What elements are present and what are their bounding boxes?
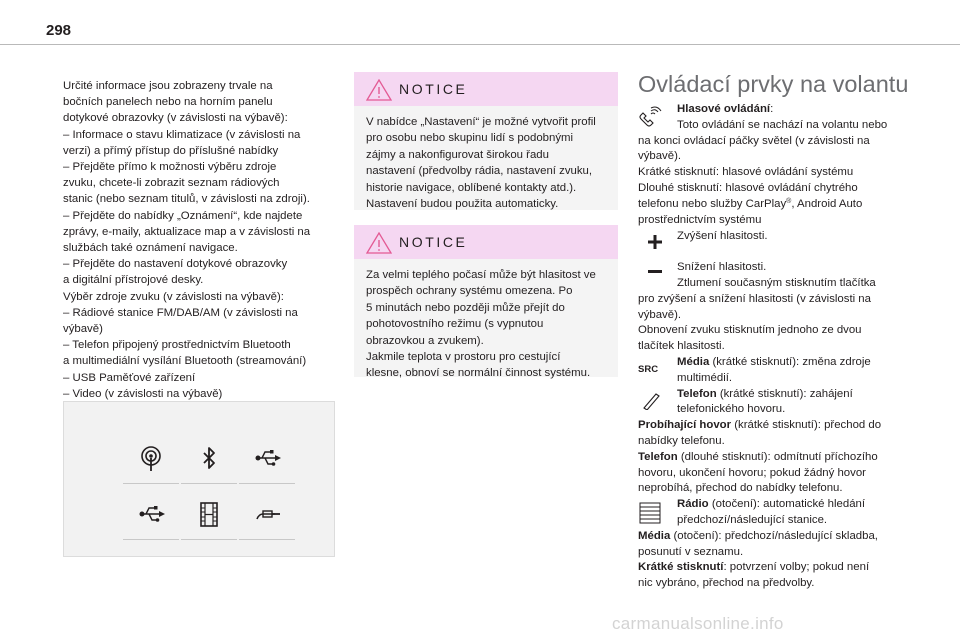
volume-up-text: Zvýšení hlasitosti. — [677, 230, 768, 243]
volume-down-text: Snížení hlasitosti. — [677, 261, 767, 274]
text-line: zprávy, e-maily, aktualizace map a v závislosti na — [63, 225, 311, 238]
text-line: a multimediální vysílání Bluetooth (streamování) — [63, 355, 307, 368]
text-line: – Přejděte do nabídky „Oznámení“, kde najdete — [63, 209, 303, 222]
text-line: – Video (v závislosti na výbavě) — [63, 387, 223, 400]
text-line: a digitální přístrojové desky. — [63, 274, 204, 287]
notice-box-profiles — [354, 72, 618, 210]
text-line: Výběr zdroje zvuku (v závislosti na výbavě): — [63, 290, 284, 303]
aux-cable-icon — [239, 494, 295, 540]
voice-label: Hlasové ovládání — [677, 103, 771, 115]
notice-text — [354, 259, 618, 388]
text-line: V nabídce „Nastavení“ je možné vytvořit profil — [366, 116, 596, 128]
text-line: – Rádiové stanice FM/DAB/AM (v závislosti na — [63, 306, 298, 319]
text-line: Jakmile teplota v prostoru pro cestující — [366, 351, 561, 364]
bluetooth-icon — [181, 438, 237, 484]
text-line: stanic (nebo seznam titulů, v závislosti na zdroji). — [63, 193, 310, 206]
text-line: obrazovkou a zvukem). — [366, 334, 484, 347]
text-line: nastavení (předvolby rádia, nastavení zvuku, — [366, 165, 593, 178]
column-steering-controls: Hlasové ovládání: Toto ovládání se nachází na volantu nebo na konci ovládací páčky světel (v závislosti na výbavě). Krátké stisknutí: hlasové ovládání systému Dlouhé stisknutí: hlasové ovládání chytrého telefonu nebo služby CarPlay®, Android Auto prostřednictvím systému Zvýšení hlasitosti. Snížení hlasitosti. Ztlumení současným stisknutím tlačítka pro zvýšení a snížení hlasitosti (v závislosti na výbavě). Obnovení zvuku stisknutím jednoho ze dvou tlačítek hlasitosti. SRC Média (krátké stisknutí): změna zdroje multimédií. Telefon (krátké stisknutí): zahájení telefonického hovoru. Probíhající hovor (krátké stisknutí): přechod do nabídky telefonu. Telefon (dlouhé stisknutí): odmítnutí příchozího hovoru, ukončení hovoru; pokud žádný hovor neprobíhá, přechod do nabídky telefonu. Rádio (otočení): automatické hledání předchozí/následující stanice. Média (otočení): předchozí/následující skladba, posunutí v seznamu. Krátké stisknutí: potvrzení volby; pokud není nic vybráno, přechod na předvolby. — [638, 103, 888, 590]
text-line: pohotovostního režimu (s vypnutou — [366, 318, 544, 331]
text-line: klesne, obnoví se normální činnost systému. — [366, 367, 591, 380]
warning-icon — [366, 232, 392, 254]
notice-header — [354, 225, 618, 259]
text-line: Za velmi teplého počasí může být hlasitost ve — [366, 269, 596, 281]
text-line: historie navigace, oblíbené kontakty atd.). — [366, 181, 577, 194]
text-line: – Přejděte přímo k možnosti výběru zdroje — [63, 161, 277, 174]
top-divider — [0, 44, 960, 45]
text-line: – USB Paměťové zařízení — [63, 371, 196, 384]
usb-icon — [239, 438, 295, 484]
page-number: 298 — [46, 22, 72, 39]
minus-icon — [648, 270, 662, 274]
text-line: – Informace o stavu klimatizace (v závislosti na — [63, 128, 301, 141]
warning-icon — [366, 79, 392, 101]
video-icon — [181, 494, 237, 540]
text-line: výbavě) — [63, 323, 103, 336]
text-line: Nastavení budou použita automaticky. — [366, 198, 559, 211]
audio-source-icons-panel — [63, 401, 335, 557]
text-line: verzi) a přímý přístup do příslušné nabídky — [63, 144, 279, 157]
watermark: carmanualsonline.info — [612, 614, 784, 633]
notice-header — [354, 72, 618, 106]
src-button-label: SRC — [638, 363, 659, 375]
notice-text — [354, 106, 618, 218]
notice-box-temperature — [354, 225, 618, 380]
text-line: – Telefon připojený prostřednictvím Bluetooth — [63, 339, 291, 352]
text-line: pro osobu nebo skupinu lidí s podobnými — [366, 132, 574, 145]
text-line: prospěch ochrany systému omezena. Po — [366, 285, 573, 298]
text-line: 5 minutách nebo později může přejít do — [366, 301, 565, 314]
notice-title: NOTICE — [399, 81, 468, 97]
section-heading: Ovládací prvky na volantu — [638, 71, 909, 97]
text-line: dotykové obrazovky (v závislosti na výbavě): — [63, 112, 288, 125]
text-line: zájmy a nakonfigurovat širokou řadu — [366, 148, 549, 161]
column-intro-text — [63, 78, 338, 402]
radio-icon — [123, 438, 179, 484]
text-line: bočních panelech nebo na horním panelu — [63, 96, 273, 109]
notice-title: NOTICE — [399, 234, 468, 250]
text-line: Určité informace jsou zobrazeny trvale na — [63, 80, 273, 92]
text-line: – Přejděte do nastavení dotykové obrazovky — [63, 258, 288, 271]
text-line: zvuku, chcete-li zobrazit seznam rádiových — [63, 177, 280, 190]
usb-icon — [123, 494, 179, 540]
text-line: službách také oznámení navigace. — [63, 242, 238, 255]
